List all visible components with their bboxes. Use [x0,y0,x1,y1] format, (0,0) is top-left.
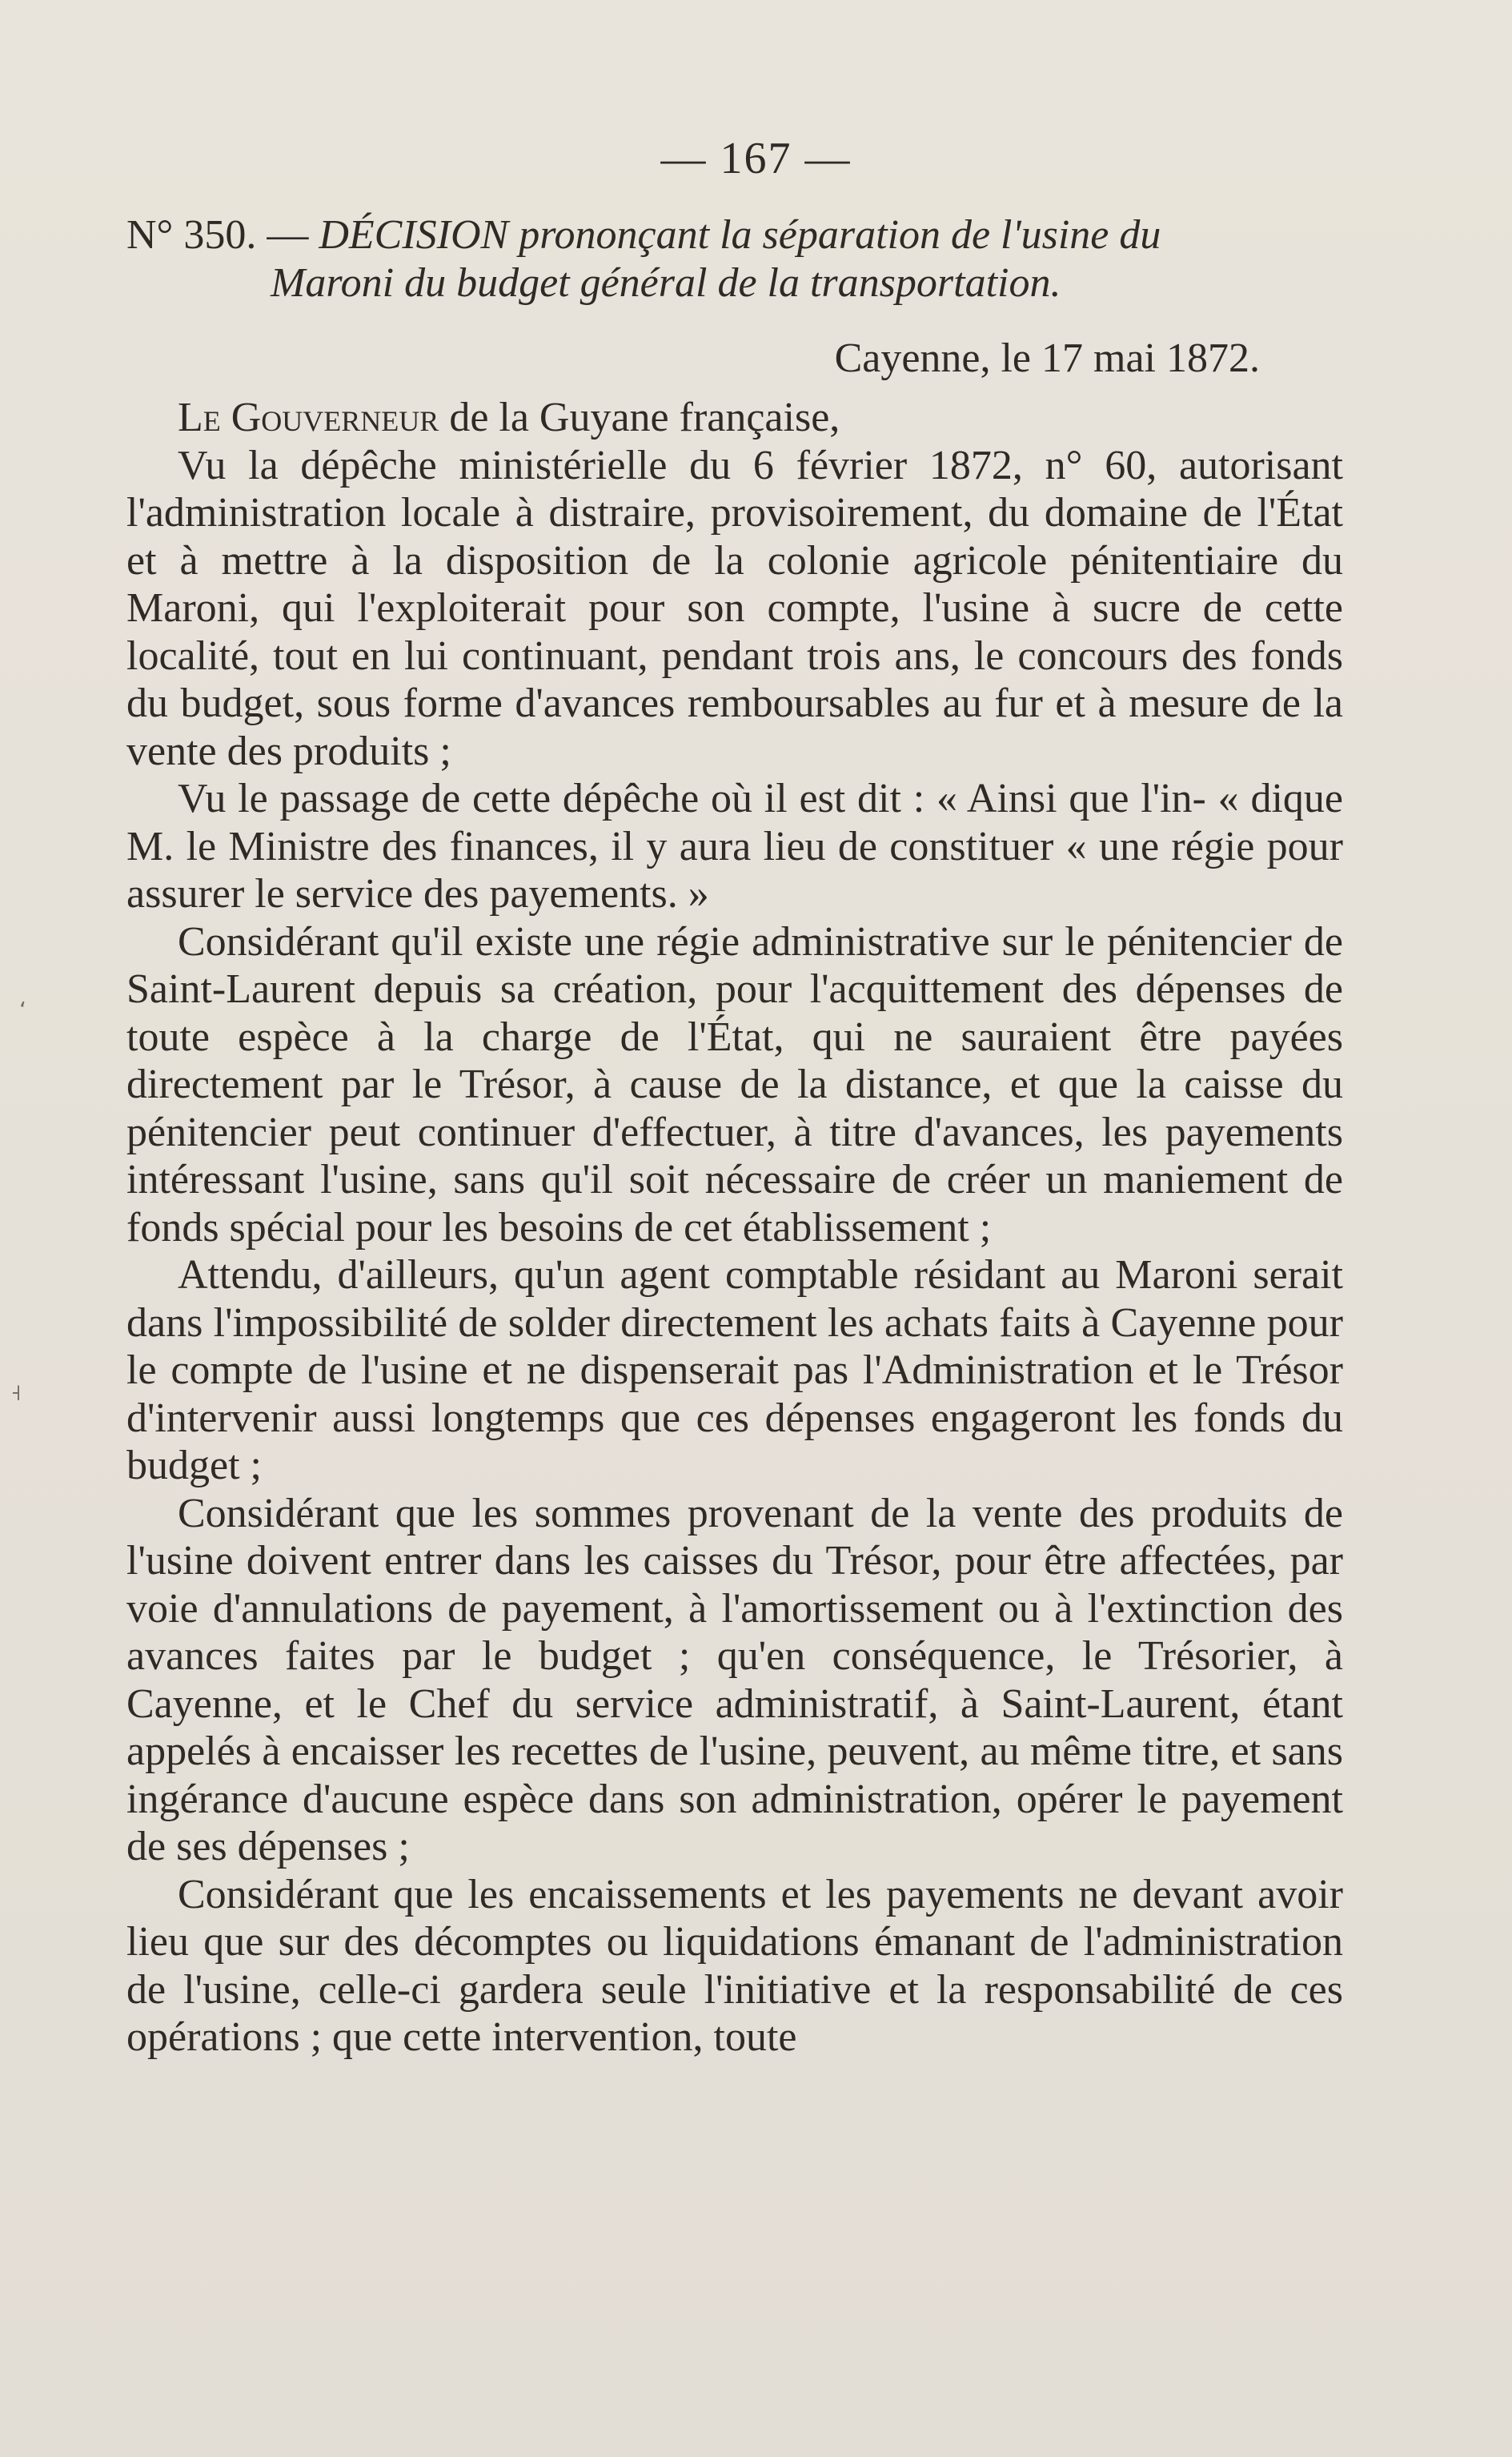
page-number: — 167 — [660,134,852,183]
decision-title-continuation: Maroni du budget général de la transportation. [271,260,1061,306]
paragraph-text: de la Guyane française, [439,395,840,440]
paragraph-text: Considérant que les sommes provenant de la vente des produits de l'usine doivent entrer dans les caisses du Trésor, pour être affectées, par voie d'annulations de payement, à l'amortissement ou à l'extinction des avances faites par le budget ; qu'en conséquence, le Trésorier, à Cayenne, et le Chef du service administratif, à Saint-Laurent, étant appelés à encaisser les recettes de l'usine, peuvent, au même titre, et sans ingérance d'aucune espèce dans son administration, opérer le payement de ses dépenses ; [126,1490,1343,1869]
margin-mark: ʻ [19,997,26,1023]
paragraph-text: Considérant que les encaissements et les payements ne devant avoir lieu que sur des décomptes ou liquidations émanant de l'administration de l'usine, celle-ci gardera seule l'initiative et la responsabilité de ces opérations ; que cette intervention, toute [126,1871,1343,2060]
paragraph-governor [126,394,1343,442]
paragraph-text: Attendu, d'ailleurs, qu'un agent comptable résidant au Maroni serait dans l'impossibilité de solder directement les achats faits à Cayenne pour le compte de l'usine et ne dispenserait pas l'Administration et le Trésor d'intervenir aussi longtemps que ces dépenses engageront les fonds du budget ; [126,1252,1343,1488]
paragraph-text: Considérant qu'il existe une régie administrative sur le pénitencier de Saint-Laurent depuis sa création, pour l'acquittement des dépenses de toute espèce à la charge de l'État, qui ne sauraient être payées directement par le Trésor, à cause de la distance, et que la caisse du pénitencier peut continuer d'effectuer, à titre d'avances, les payements intéressant l'usine, sans qu'il soit nécessaire de créer un maniement de fonds spécial pour les besoins de cet établissement ; [126,918,1343,1251]
decision-number: N° 350. — [126,212,309,258]
decision-heading [126,211,1343,307]
paragraph-text: Vu le passage de cette dépêche où il est dit : « Ainsi que l'in- « dique M. le Ministre des finances, il y aura lieu de constituer « une régie pour assurer le service des payements. » [126,776,1343,917]
margin-mark: ˧ [10,1379,22,1406]
decision-title-start: DÉCISION prononçant la séparation de l'usine du [319,212,1161,258]
paragraph-text: Vu la dépêche ministérielle du 6 février 1872, n° 60, autorisant l'administration locale à distraire, provisoirement, du domaine de l'État et à mettre à la disposition de la colonie agricole pénitentiaire du Maroni, qui l'exploiterait pour son compte, l'usine à sucre de cette localité, tout en lui continuant, pendant trois ans, le concours des fonds du budget, sous forme d'avances remboursables au fur et à mesure de la vente des produits ; [126,442,1343,774]
governor-label: Le Gouverneur [178,395,439,440]
dateline: Cayenne, le 17 mai 1872. [834,335,1260,381]
document-body [126,394,1343,2062]
